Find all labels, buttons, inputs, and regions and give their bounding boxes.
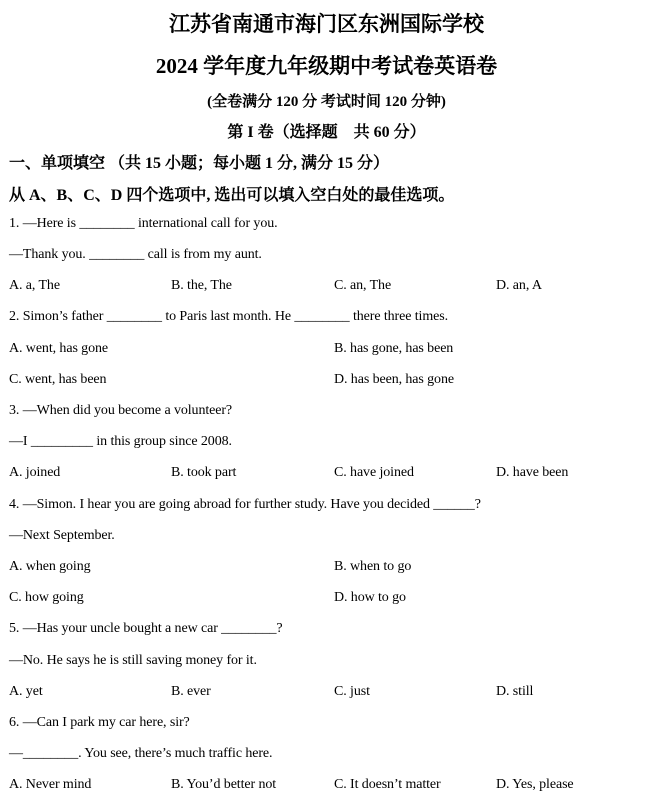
question-5-line-1: 5. —Has your uncle bought a new car ________? <box>9 621 283 636</box>
question-4-line-2: —Next September. <box>9 528 115 543</box>
question-1-option-c: C. an, The <box>334 278 392 293</box>
question-6-line-1: 6. —Can I park my car here, sir? <box>9 715 190 730</box>
question-2-option-b: B. has gone, has been <box>334 341 454 356</box>
question-1-option-b: B. the, The <box>171 278 232 293</box>
question-5-option-d: D. still <box>496 684 534 699</box>
exam-title: 2024 学年度九年级期中考试卷英语卷 <box>155 54 498 78</box>
question-4-line-1: 4. —Simon. I hear you are going abroad for further study. Have you decided ______? <box>9 497 481 512</box>
question-3-option-b: B. took part <box>171 465 237 480</box>
question-2-option-a: A. went, has gone <box>9 341 109 356</box>
question-2-option-d: D. has been, has gone <box>334 372 454 387</box>
question-6-option-d: D. Yes, please <box>496 777 574 792</box>
part-title: 第 I 卷（选择题 共 60 分） <box>227 124 426 141</box>
question-1-option-a: A. a, The <box>9 278 60 293</box>
school-title: 江苏省南通市海门区东洲国际学校 <box>169 12 484 36</box>
question-5-option-c: C. just <box>334 684 370 699</box>
question-3-option-d: D. have been <box>496 465 569 480</box>
question-2-option-c: C. went, has been <box>9 372 107 387</box>
question-4-option-b: B. when to go <box>334 559 412 574</box>
question-6-option-b: B. You’d better not <box>171 777 277 792</box>
question-5-option-a: A. yet <box>9 684 43 699</box>
question-5-line-2: —No. He says he is still saving money for it. <box>9 653 257 668</box>
exam-info: (全卷满分 120 分 考试时间 120 分钟) <box>207 94 446 110</box>
question-6-option-a: A. Never mind <box>9 777 92 792</box>
question-3-line-1: 3. —When did you become a volunteer? <box>9 403 233 418</box>
question-5-option-b: B. ever <box>171 684 211 699</box>
section-instruction: 从 A、B、C、D 四个选项中, 选出可以填入空白处的最佳选项。 <box>9 187 455 204</box>
question-1-line-2: —Thank you. ________ call is from my aunt. <box>9 247 262 262</box>
question-1-option-d: D. an, A <box>496 278 542 293</box>
question-6-line-2: —________. You see, there’s much traffic here. <box>9 746 273 761</box>
question-3-line-2: —I _________ in this group since 2008. <box>9 434 232 449</box>
question-3-option-c: C. have joined <box>334 465 414 480</box>
question-1-line-1: 1. —Here is ________ international call for you. <box>9 216 278 231</box>
question-4-option-d: D. how to go <box>334 590 406 605</box>
question-3-option-a: A. joined <box>9 465 61 480</box>
question-4-option-c: C. how going <box>9 590 84 605</box>
question-4-option-a: A. when going <box>9 559 91 574</box>
question-2-line-1: 2. Simon’s father ________ to Paris last month. He ________ there three times. <box>9 309 448 324</box>
question-6-option-c: C. It doesn’t matter <box>334 777 441 792</box>
section-title: 一、单项填空 （共 15 小题；每小题 1 分, 满分 15 分） <box>9 155 390 172</box>
